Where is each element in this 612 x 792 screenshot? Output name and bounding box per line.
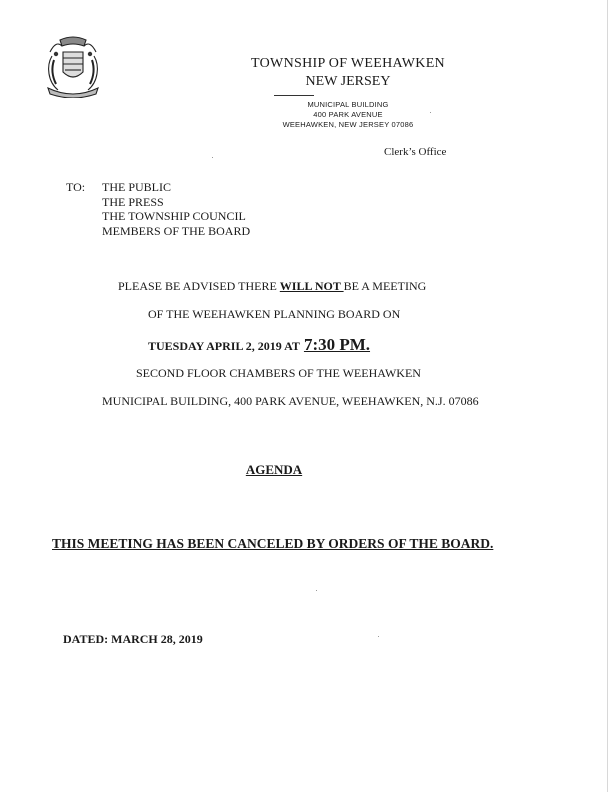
notice-line-1-post: BE A MEETING [343,279,427,293]
recipient-item: MEMBERS OF THE BOARD [102,223,251,238]
state-title: NEW JERSEY [305,74,391,89]
recipient-item: THE TOWNSHIP COUNCIL [102,209,246,223]
scan-speck [430,112,431,113]
notice-line-1-pre: PLEASE BE ADVISED THERE [118,279,280,293]
scan-speck [212,157,213,158]
header-rule [274,95,314,96]
cancellation-notice: THIS MEETING HAS BEEN CANCELED BY ORDERS OF THE BOARD. [52,536,494,551]
dated-line: DATED: MARCH 28, 2019 [63,632,203,646]
to-label: TO: [66,180,86,194]
notice-line-4: SECOND FLOOR CHAMBERS OF THE WEEHAWKEN [136,366,421,380]
agenda-heading: AGENDA [245,462,303,477]
recipient-item: THE PRESS [102,194,164,209]
notice-line-1 [118,279,426,294]
meeting-date: TUESDAY APRIL 2, 2019 AT [148,339,300,353]
address-street: 400 PARK AVENUE [313,110,383,119]
scan-speck [378,636,379,637]
notice-line-2: OF THE WEEHAWKEN PLANNING BOARD ON [148,307,401,321]
township-title: TOWNSHIP OF WEEHAWKEN [251,56,445,71]
meeting-date-line [148,335,370,355]
scan-speck [316,590,317,591]
recipient-list [102,180,250,238]
clerks-office-label: Clerk’s Office [384,146,447,158]
recipient-item: THE PUBLIC [102,180,171,194]
meeting-time: 7:30 PM. [303,335,371,354]
will-not-emphasis: WILL NOT [279,279,344,293]
address-building: MUNICIPAL BUILDING [307,100,389,109]
address-city: WEEHAWKEN, NEW JERSEY 07086 [282,120,414,129]
notice-line-5: MUNICIPAL BUILDING, 400 PARK AVENUE, WEEHAWKEN, N.J. 07086 [102,394,479,408]
